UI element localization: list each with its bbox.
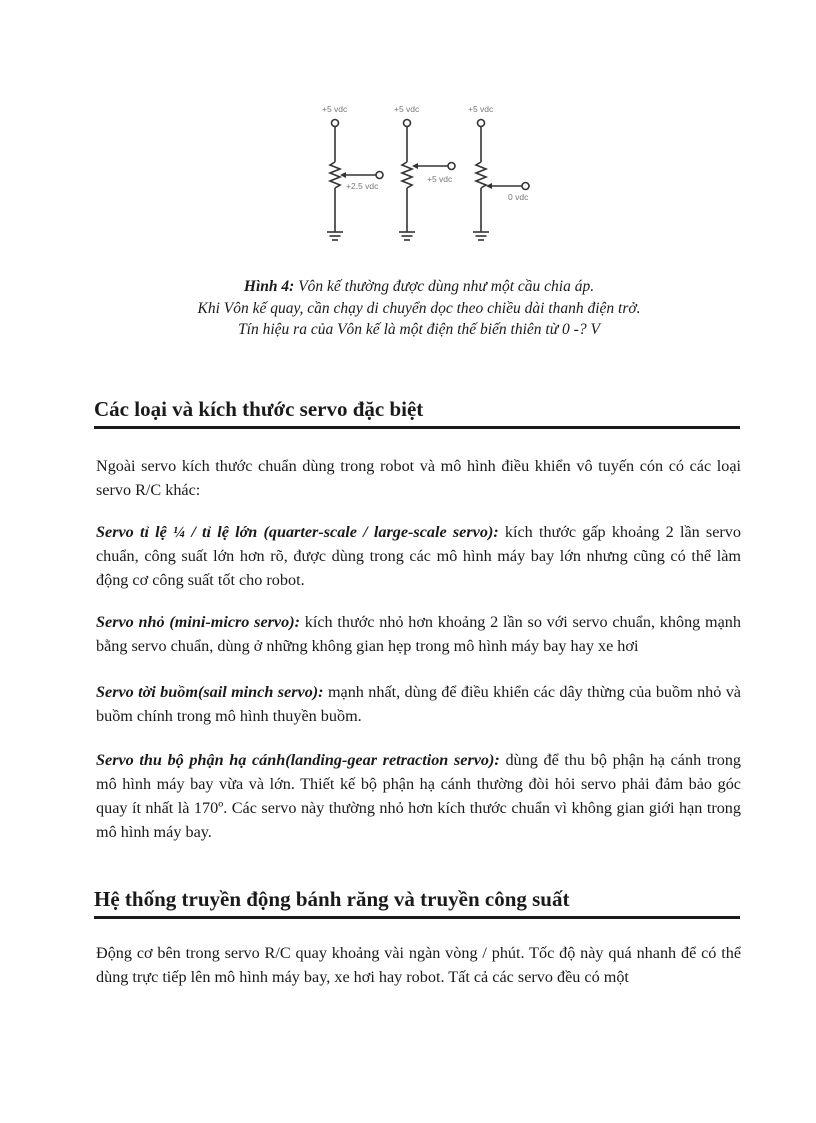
caption-line: Khi Vôn kế quay, cần chạy di chuyển dọc theo chiều dài thanh điện trở. [197, 299, 641, 317]
servo-type-description: kích thước gấp khoảng 2 lần servo chuẩn, công suất lớn hơn rõ, được dùng trong các mô hình máy bay lớn nhưng cũng có thể làm động cơ công suất tốt cho robot. [96, 523, 741, 589]
terminal-icon [448, 163, 455, 170]
caption-line [96, 276, 742, 298]
output-label: +5 vdc [427, 174, 453, 184]
wiper-arrow-icon [486, 183, 492, 189]
servo-type-paragraph [96, 748, 741, 844]
terminal-icon [404, 120, 411, 127]
caption-text: Vôn kế thường được dùng như một cầu chia áp. [294, 278, 595, 295]
terminal-icon [478, 120, 485, 127]
servo-type-description: mạnh nhất, dùng để điều khiển các dây thừng của buồm nhỏ và buồm chính trong mô hình thuyền buồm. [96, 683, 741, 725]
voltage-divider-diagram [318, 102, 546, 252]
servo-type-paragraph [96, 610, 741, 658]
figure-caption [96, 276, 742, 341]
resistor-icon [330, 162, 340, 188]
servo-type-paragraph [96, 520, 741, 592]
resistor-icon [402, 162, 412, 188]
servo-type-term: Servo tời buồm(sail minch servo): [96, 683, 324, 701]
terminal-icon [332, 120, 339, 127]
servo-type-description: dùng để thu bộ phận hạ cánh trong mô hình máy bay vừa và lớn. Thiết kế bộ phận hạ cánh thường đòi hỏi servo phải đảm bảo góc quay ít nhất là 170º. Các servo này thường nhỏ hơn kích thước chuẩn vì không gian giới hạn trong mô hình máy bay. [96, 751, 742, 841]
supply-label: +5 vdc [394, 104, 420, 114]
supply-label: +5 vdc [322, 104, 348, 114]
output-label: +2.5 vdc [346, 181, 379, 191]
supply-label: +5 vdc [468, 104, 494, 114]
caption-line: Tín hiệu ra của Vôn kế là một điện thế biến thiên từ 0 -? V [238, 321, 600, 338]
section-heading: Các loại và kích thước servo đặc biệt [94, 396, 740, 429]
output-label: 0 vdc [508, 192, 529, 202]
wiper-arrow-icon [412, 163, 418, 169]
section-heading: Hệ thống truyền động bánh răng và truyền công suất [94, 886, 740, 919]
body-paragraph: Động cơ bên trong servo R/C quay khoảng vài ngàn vòng / phút. Tốc độ này quá nhanh để có thể dùng trực tiếp lên mô hình máy bay, xe hơi hay robot. Tất cả các servo đều có một [96, 944, 741, 986]
resistor-icon [476, 162, 486, 188]
servo-type-term: Servo tỉ lệ ¼ / tỉ lệ lớn (quarter-scale / large-scale servo): [96, 523, 499, 541]
terminal-icon [522, 183, 529, 190]
potentiometer-divider-figure [318, 102, 546, 252]
servo-type-description: kích thước nhỏ hơn khoảng 2 lần so với servo chuẩn, không mạnh bằng servo chuẩn, dùng ở những không gian hẹp trong mô hình máy bay hay xe hơi [96, 613, 741, 655]
caption-label: Hình 4: [243, 278, 295, 295]
servo-type-term: Servo nhỏ (mini-micro servo): [96, 613, 300, 631]
terminal-icon [376, 172, 383, 179]
servo-type-term: Servo thu bộ phận hạ cánh(landing-gear retraction servo): [96, 751, 500, 769]
intro-paragraph: Ngoài servo kích thước chuẩn dùng trong robot và mô hình điều khiển vô tuyến cón có các loại servo R/C khác: [96, 457, 741, 499]
servo-type-paragraph [96, 680, 741, 728]
